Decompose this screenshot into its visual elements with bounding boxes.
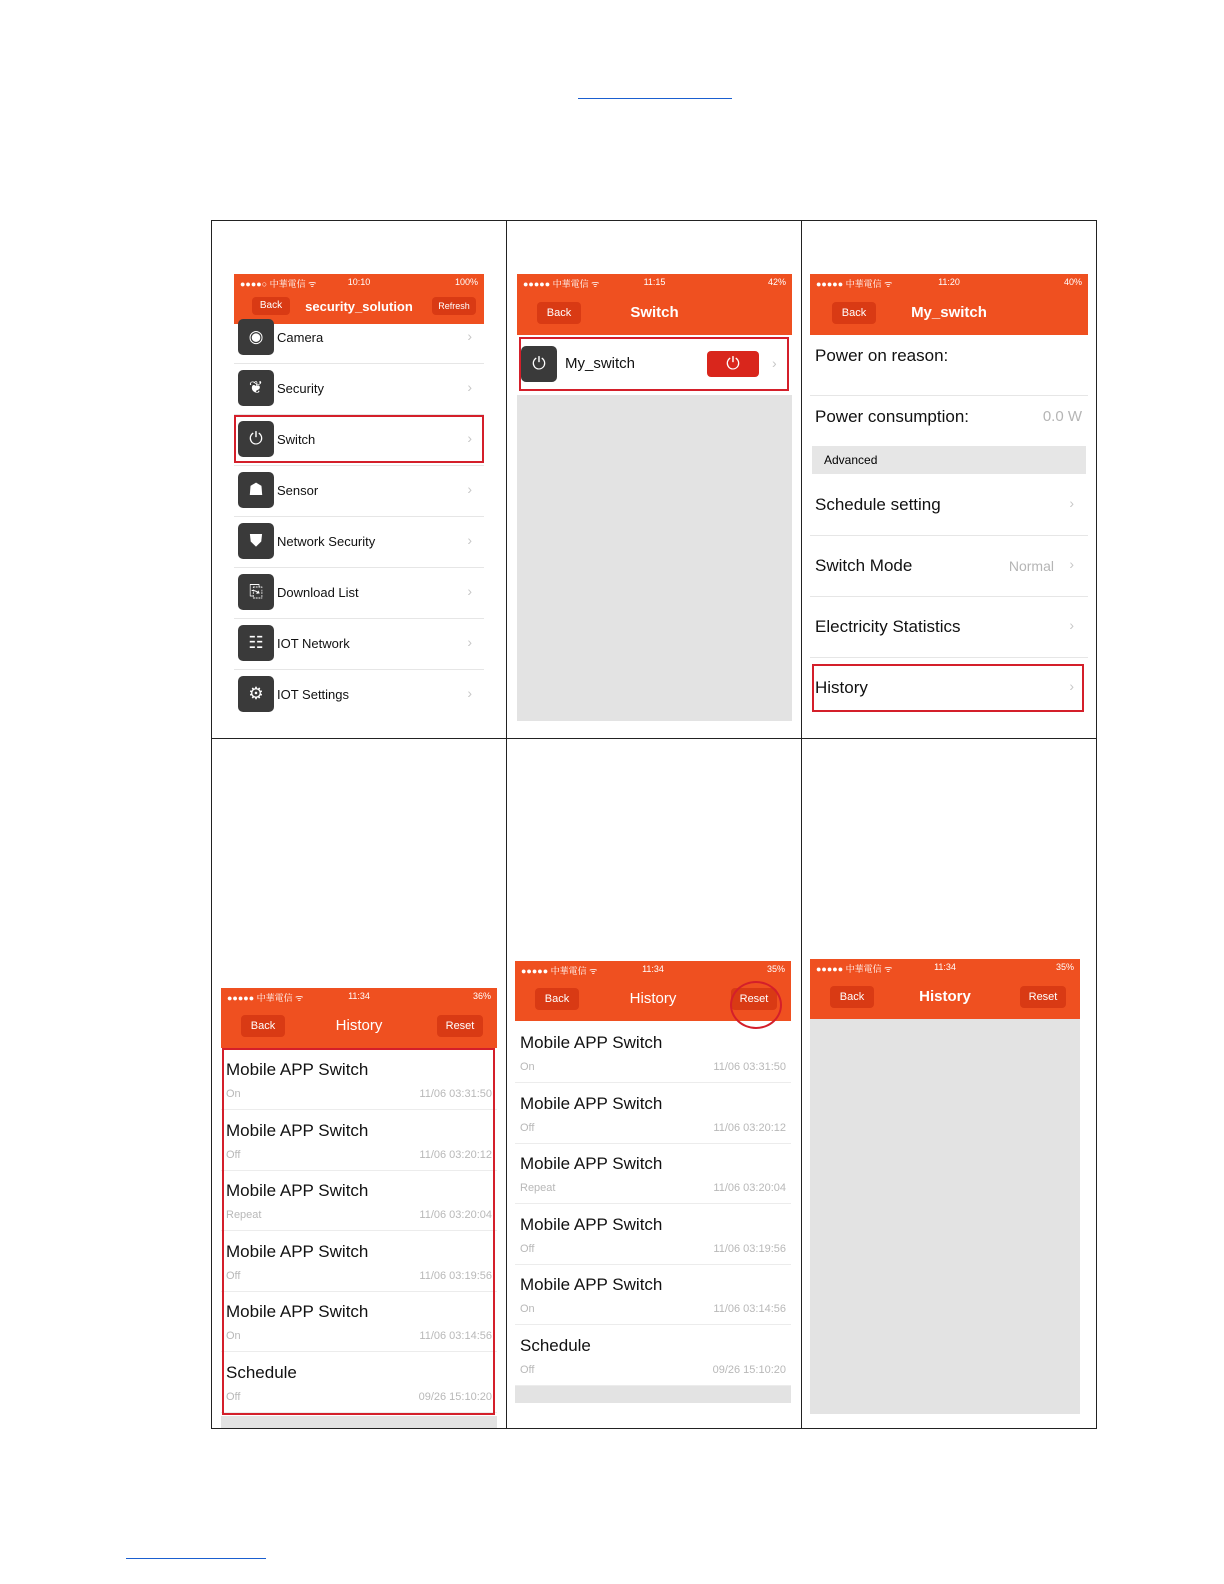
history-title: Schedule bbox=[520, 1335, 591, 1355]
history-row bbox=[515, 1263, 791, 1325]
chevron-right-icon: › bbox=[467, 583, 472, 599]
history-date: 11/06 03:20:04 bbox=[419, 1209, 492, 1221]
history-row bbox=[515, 1203, 791, 1265]
history-state: Off bbox=[226, 1390, 241, 1403]
cell-menu bbox=[212, 221, 507, 739]
power-value: 0.0 W bbox=[1042, 408, 1082, 425]
nav-bar bbox=[515, 977, 791, 1021]
history-title: Mobile APP Switch bbox=[226, 1302, 369, 1321]
history-title: Mobile APP Switch bbox=[226, 1060, 369, 1079]
status-time: 11:34 bbox=[348, 991, 370, 1001]
history-row bbox=[515, 1324, 791, 1386]
back-button[interactable]: Back bbox=[832, 302, 876, 324]
chevron-right-icon: › bbox=[467, 328, 472, 344]
advanced-label: Advanced bbox=[824, 453, 878, 467]
history-title: Mobile APP Switch bbox=[520, 1154, 663, 1173]
menu-item-network-security[interactable] bbox=[234, 516, 484, 568]
chevron-right-icon: › bbox=[772, 355, 777, 371]
cell-history-b bbox=[507, 739, 802, 1429]
device-name: My_switch bbox=[565, 355, 636, 372]
history-date: 11/06 03:14:56 bbox=[419, 1330, 492, 1342]
empty-area bbox=[515, 1386, 791, 1403]
history-state: Off bbox=[226, 1269, 241, 1282]
history-date: 11/06 03:20:12 bbox=[419, 1148, 492, 1161]
history-date: 11/06 03:31:50 bbox=[713, 1061, 786, 1073]
back-button[interactable]: Back bbox=[537, 302, 581, 324]
menu-item-label: IOT Network bbox=[277, 636, 350, 651]
highlight-box-device bbox=[519, 337, 789, 391]
menu-item-iot-settings[interactable] bbox=[234, 669, 484, 719]
myswitch-screen bbox=[810, 274, 1088, 721]
switch-mode-value: Normal bbox=[1008, 558, 1054, 574]
cell-myswitch bbox=[802, 221, 1097, 739]
page-title: security_solution bbox=[305, 299, 413, 314]
status-bar bbox=[517, 274, 792, 290]
history-date: 11/06 03:20:12 bbox=[713, 1121, 786, 1134]
reset-button[interactable]: Reset bbox=[1020, 986, 1066, 1008]
menu-item-sensor[interactable] bbox=[234, 465, 484, 517]
menu-item-label: Camera bbox=[277, 330, 324, 345]
history-title: Mobile APP Switch bbox=[226, 1241, 369, 1261]
cell-switch bbox=[507, 221, 802, 739]
battery-label: 35% bbox=[766, 964, 785, 974]
header-link-underline bbox=[578, 98, 732, 99]
history-date: 11/06 03:31:50 bbox=[419, 1088, 492, 1100]
sensor-icon: ☗ bbox=[238, 472, 274, 508]
nav-bar bbox=[810, 290, 1088, 335]
history-date: 11/06 03:20:04 bbox=[713, 1182, 786, 1194]
chevron-right-icon: › bbox=[467, 430, 472, 446]
plug-icon: ⏻ bbox=[238, 421, 274, 457]
carrier-label: ●●●●● 中華電信 ᯤ bbox=[521, 966, 598, 976]
history-row bbox=[515, 1021, 791, 1083]
reset-button[interactable]: Reset bbox=[437, 1015, 483, 1037]
history-title: Schedule bbox=[226, 1362, 297, 1382]
empty-area bbox=[810, 1019, 1080, 1414]
nav-bar bbox=[517, 290, 792, 335]
carrier-label: ●●●●● 中華電信 ᯤ bbox=[523, 279, 600, 289]
chevron-right-icon: › bbox=[1069, 617, 1074, 633]
network-icon: ☷ bbox=[238, 625, 274, 661]
menu-item-download-list[interactable] bbox=[234, 567, 484, 619]
history-date: 11/06 03:19:56 bbox=[713, 1242, 786, 1255]
history-screen-c bbox=[810, 959, 1080, 1414]
chevron-right-icon: › bbox=[467, 634, 472, 650]
history-row bbox=[515, 1082, 791, 1144]
empty-area bbox=[221, 1416, 497, 1428]
status-time: 11:34 bbox=[642, 964, 664, 974]
status-bar bbox=[810, 274, 1088, 290]
page-title: Switch bbox=[630, 304, 679, 321]
menu-item-label: Network Security bbox=[277, 534, 376, 549]
switch-mode-label: Switch Mode bbox=[815, 556, 913, 575]
history-title: Mobile APP Switch bbox=[520, 1214, 663, 1234]
history-date: 09/26 15:10:20 bbox=[712, 1363, 786, 1376]
carrier-label: ●●●●● 中華電信 ᯤ bbox=[816, 964, 893, 974]
schedule-setting-label: Schedule setting bbox=[815, 495, 941, 514]
history-state: Off bbox=[520, 1121, 535, 1134]
gear-icon: ⚙ bbox=[238, 676, 274, 712]
power-toggle-button[interactable]: ⏻ bbox=[707, 351, 759, 377]
status-time: 10:10 bbox=[347, 277, 371, 287]
plug-icon: ⏻ bbox=[521, 346, 557, 382]
menu-item-label: IOT Settings bbox=[277, 687, 350, 702]
carrier-label: ●●●●● 中華電信 ᯤ bbox=[227, 993, 304, 1003]
refresh-button[interactable]: Refresh bbox=[432, 297, 476, 315]
highlight-box-history-list bbox=[222, 1048, 495, 1415]
power-on-reason-label: Power on reason: bbox=[815, 346, 949, 365]
history-title: Mobile APP Switch bbox=[520, 1093, 663, 1113]
back-button[interactable]: Back bbox=[830, 986, 874, 1008]
footer-link-underline bbox=[126, 1558, 266, 1559]
advanced-header bbox=[812, 446, 1086, 474]
chevron-right-icon: › bbox=[1069, 678, 1074, 694]
chevron-right-icon: › bbox=[467, 685, 472, 701]
chevron-right-icon: › bbox=[467, 481, 472, 497]
battery-label: 100% bbox=[454, 277, 478, 287]
switch-screen bbox=[517, 274, 792, 721]
power-consumption-label: Power consumption: bbox=[815, 407, 970, 426]
back-button[interactable]: Back bbox=[252, 297, 290, 315]
page-title: History bbox=[335, 1017, 383, 1034]
history-date: 11/06 03:19:56 bbox=[419, 1269, 492, 1282]
cell-history-c bbox=[802, 739, 1097, 1429]
nav-bar bbox=[810, 975, 1080, 1019]
history-title: Mobile APP Switch bbox=[520, 1275, 663, 1294]
history-state: On bbox=[226, 1088, 241, 1100]
switch-mode-row[interactable] bbox=[810, 536, 1088, 597]
battery-label: 35% bbox=[1055, 962, 1074, 972]
status-bar bbox=[515, 961, 791, 977]
menu-item-label: Download List bbox=[277, 585, 359, 600]
status-bar bbox=[810, 959, 1080, 975]
page-title: My_switch bbox=[911, 304, 987, 321]
history-screen-b bbox=[515, 961, 791, 1403]
history-state: Repeat bbox=[226, 1209, 262, 1221]
history-title: Mobile APP Switch bbox=[520, 1033, 663, 1052]
history-state: On bbox=[226, 1330, 241, 1342]
history-state: Off bbox=[520, 1363, 535, 1376]
status-bar bbox=[221, 988, 497, 1004]
menu-item-label: Sensor bbox=[277, 483, 319, 498]
empty-area bbox=[517, 395, 792, 721]
highlight-box-switch bbox=[234, 415, 484, 463]
status-time: 11:20 bbox=[938, 277, 960, 287]
menu-screen bbox=[234, 274, 484, 719]
power-on-reason-row bbox=[810, 335, 1088, 396]
screenshot-grid bbox=[211, 220, 1097, 1429]
history-screen-a bbox=[221, 988, 497, 1428]
status-time: 11:34 bbox=[934, 962, 956, 972]
history-state: On bbox=[520, 1303, 535, 1315]
status-bar bbox=[234, 274, 484, 289]
electricity-statistics-row[interactable] bbox=[810, 597, 1088, 658]
carrier-label: ●●●●○ 中華電信 ᯤ bbox=[240, 279, 317, 289]
page-title: History bbox=[919, 988, 971, 1005]
chevron-right-icon: › bbox=[1069, 556, 1074, 572]
history-label: History bbox=[815, 678, 868, 697]
history-state: Off bbox=[226, 1148, 241, 1161]
power-consumption-row bbox=[810, 396, 1088, 444]
download-icon: ⎘ bbox=[238, 574, 274, 610]
history-row bbox=[515, 1142, 791, 1204]
history-title: Mobile APP Switch bbox=[226, 1120, 369, 1140]
battery-label: 40% bbox=[1063, 277, 1082, 287]
page-title: History bbox=[629, 990, 677, 1007]
history-date: 11/06 03:14:56 bbox=[713, 1303, 786, 1315]
reset-button[interactable]: Reset bbox=[731, 988, 777, 1010]
menu-item-iot-network[interactable] bbox=[234, 618, 484, 670]
electricity-statistics-label: Electricity Statistics bbox=[815, 617, 961, 636]
back-button[interactable]: Back bbox=[241, 1015, 285, 1037]
history-title: Mobile APP Switch bbox=[226, 1181, 369, 1200]
menu-item-label: Security bbox=[277, 381, 324, 396]
menu-item-security[interactable] bbox=[234, 363, 484, 415]
back-button[interactable]: Back bbox=[535, 988, 579, 1010]
history-state: On bbox=[520, 1061, 535, 1073]
security-icon: ❦ bbox=[238, 370, 274, 406]
schedule-setting-row[interactable] bbox=[810, 475, 1088, 536]
status-time: 11:15 bbox=[643, 277, 666, 287]
chevron-right-icon: › bbox=[467, 379, 472, 395]
history-state: Off bbox=[520, 1242, 535, 1255]
history-state: Repeat bbox=[520, 1182, 556, 1194]
highlight-box-history bbox=[812, 664, 1084, 712]
nav-bar bbox=[221, 1004, 497, 1048]
eye-icon: ◉ bbox=[238, 319, 274, 355]
chevron-right-icon: › bbox=[467, 532, 472, 548]
carrier-label: ●●●●● 中華電信 ᯤ bbox=[816, 279, 893, 289]
menu-item-camera[interactable] bbox=[234, 312, 484, 364]
shield-icon: ⛊ bbox=[238, 523, 274, 559]
cell-history-a bbox=[212, 739, 507, 1429]
battery-label: 42% bbox=[767, 277, 786, 287]
battery-label: 36% bbox=[472, 991, 491, 1001]
history-date: 09/26 15:10:20 bbox=[418, 1390, 492, 1403]
menu-item-label: Switch bbox=[277, 432, 316, 447]
chevron-right-icon: › bbox=[1069, 495, 1074, 511]
